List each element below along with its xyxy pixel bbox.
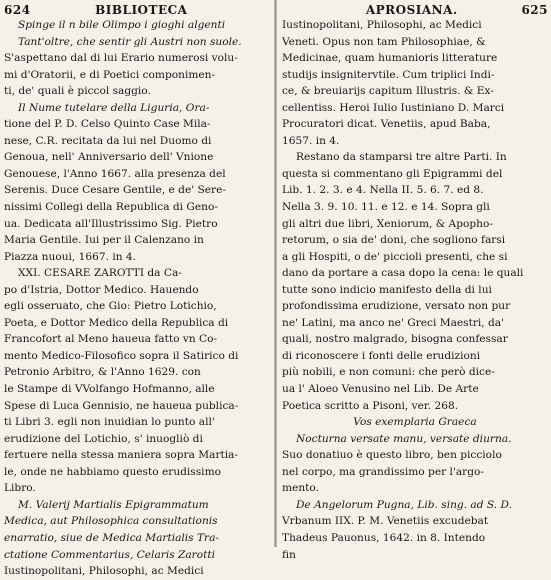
text-line: Medicinae, quam humanioris litterature bbox=[282, 52, 498, 65]
text-line: Veneti. Opus non tam Philosophiae, & bbox=[282, 35, 486, 48]
text-line: nissimi Collegi della Republica di Geno- bbox=[4, 201, 218, 214]
text-line: Maria Gentile. Iui per il Calenzano in bbox=[4, 234, 204, 247]
text-line: Francofort al Meno haueua fatto vn Co- bbox=[4, 333, 218, 346]
text-line: dano da portare a casa dopo la cena: le quali bbox=[282, 267, 524, 280]
text-line: Nocturna versate manu, versate diurna. bbox=[296, 432, 512, 445]
text-line: gli altri due libri, Xeniorum, & Apopho- bbox=[282, 217, 493, 230]
text-line: Tant'oltre, che sentir gli Austri non suole. bbox=[18, 35, 242, 48]
text-line: di riconoscere i fonti delle erudizioni bbox=[282, 349, 481, 362]
text-line: mi d'Oratorii, e di Poetici componimen- bbox=[4, 68, 216, 81]
text-line: enarratio, siue de Medica Martialis Tra- bbox=[4, 531, 220, 544]
text-line: fertuere nella stessa maniera sopra Martia- bbox=[4, 449, 239, 462]
text-line: Spinge il n bile Olimpo i gioghi algenti bbox=[18, 19, 226, 31]
text-line: cellentiss. Heroi Iulio Iustiniano D. Marci bbox=[282, 101, 505, 114]
text-line: Poetica scritto a Pisoni, ver. 268. bbox=[282, 399, 459, 412]
text-line: Restano da stamparsi tre altre Parti. In bbox=[296, 151, 507, 164]
page-gutter bbox=[274, 0, 277, 547]
text-line: S'aspettano dal di lui Erario numerosi volu- bbox=[4, 52, 238, 65]
text-line: mento Medico-Filosofico sopra il Satirico di bbox=[4, 349, 239, 362]
text-line: mento. bbox=[282, 482, 319, 495]
text-line: retorum, o sia de' doni, che sogliono farsi bbox=[282, 234, 506, 247]
left-page bbox=[4, 0, 272, 580]
text-line: Piazza nuoui, 1667. in 4. bbox=[4, 250, 137, 263]
text-line: ne' Latini, ma anco ne' Greci Maestri, da' bbox=[282, 316, 505, 329]
text-line: Genoua, nell' Anniversario dell' Vnione bbox=[4, 151, 214, 164]
text-line: tione del P. D. Celso Quinto Case Mila- bbox=[4, 118, 211, 131]
text-line: ti Libri 3. egli non inuidian lo punto all' bbox=[4, 416, 215, 429]
text-line: po d'Istria, Dottor Medico. Hauendo bbox=[4, 283, 199, 296]
text-line: Spese di Luca Gennisio, ne haueua publica- bbox=[4, 399, 239, 412]
text-line: Libro. bbox=[4, 482, 36, 495]
right-page-text bbox=[282, 17, 548, 563]
text-line: profondissima erudizione, versato non pur bbox=[282, 300, 511, 313]
text-line: nel corpo, ma grandissimo per l'argo- bbox=[282, 465, 484, 478]
text-line: quali, nostro malgrado, bisogna confessar bbox=[282, 333, 508, 346]
text-line: fin bbox=[282, 548, 296, 561]
text-line: De Angelorum Pugna, Lib. sing. ad S. D. bbox=[296, 498, 512, 511]
left-page-header bbox=[4, 0, 272, 17]
text-line: XXI. CESARE ZAROTTI da Ca- bbox=[18, 267, 182, 280]
text-line: Suo donatiuo è questo libro, ben picciolo bbox=[282, 449, 502, 462]
text-line: ti, de' quali è piccol saggio. bbox=[4, 85, 151, 98]
text-line: ce, & breuiarijs capitum Illustris. & Ex- bbox=[282, 85, 494, 98]
text-line: Iustinopolitani, Philosophi, ac Medici bbox=[282, 19, 482, 31]
running-head-right: APROSIANA. bbox=[365, 3, 458, 17]
text-line: Serenis. Duce Cesare Gentile, e de' Sere- bbox=[4, 184, 226, 197]
text-line: Lib. 1. 2. 3. e 4. Nella II. 5. 6. 7. ed 8. bbox=[282, 184, 484, 197]
text-line: 1657. in 4. bbox=[282, 134, 340, 147]
text-line: M. Valerij Martialis Epigrammatum bbox=[18, 498, 209, 511]
text-line: studijs insignitervtile. Cum triplici Indi- bbox=[282, 68, 495, 81]
text-line: questa si commentano gli Epigrammi del bbox=[282, 167, 503, 180]
text-line: Vos exemplaria Graeca bbox=[353, 416, 477, 429]
text-line: nese, C.R. recitata da lui nel Duomo di bbox=[4, 134, 212, 147]
text-line: Nella 3. 9. 10. 11. e 12. e 14. Sopra gli bbox=[282, 201, 490, 214]
text-line: le, onde ne habbiamo questo erudissimo bbox=[4, 465, 221, 478]
right-page-header bbox=[282, 0, 548, 17]
text-line: Genouese, l'Anno 1667. alla presenza del bbox=[4, 167, 226, 180]
text-line: Iustinopolitani, Philosophi, ac Medici bbox=[4, 565, 204, 578]
text-line: le Stampe di VVolfango Hofmanno, alle bbox=[4, 383, 215, 396]
text-line: Petronio Arbitro, & l'Anno 1629. con bbox=[4, 366, 201, 379]
right-page bbox=[282, 0, 548, 563]
left-page-text bbox=[4, 17, 272, 580]
text-line: tutte sono indicio manifesto della di lui bbox=[282, 283, 492, 296]
text-line: ua l' Aloeo Venusino nel Lib. De Arte bbox=[282, 383, 479, 396]
text-line: erudizione del Lotichio, s' inuogliò di bbox=[4, 432, 203, 445]
text-line: più nobili, e non comuni: che però dice- bbox=[282, 366, 495, 379]
text-line: ua. Dedicata all'Illustrissimo Sig. Pietro bbox=[4, 217, 218, 230]
text-line: Procuratori dicat. Venetiis, apud Baba, bbox=[282, 118, 491, 131]
text-line: Poeta, e Dottor Medico della Republica di bbox=[4, 316, 229, 329]
text-line: a gli Hospiti, o de' piccioli presenti, che si bbox=[282, 250, 508, 263]
text-line: ctatione Commentarius, Celaris Zarotti bbox=[4, 548, 216, 561]
text-line: Medica, aut Philosophica consultationis bbox=[4, 515, 218, 528]
page-number-right: 625 bbox=[521, 3, 548, 17]
text-line: Vrbanum IIX. P. M. Venetiis excudebat bbox=[282, 515, 489, 528]
page-number-left: 624 bbox=[4, 3, 31, 17]
text-line: Thadeus Pauonus, 1642. in 8. Intendo bbox=[282, 531, 486, 544]
text-line: egli osseruato, che Gio: Pietro Lotichio, bbox=[4, 300, 217, 313]
running-head-left: BIBLIOTECA bbox=[95, 3, 188, 17]
text-line: Il Nume tutelare della Liguria, Ora- bbox=[18, 101, 210, 114]
